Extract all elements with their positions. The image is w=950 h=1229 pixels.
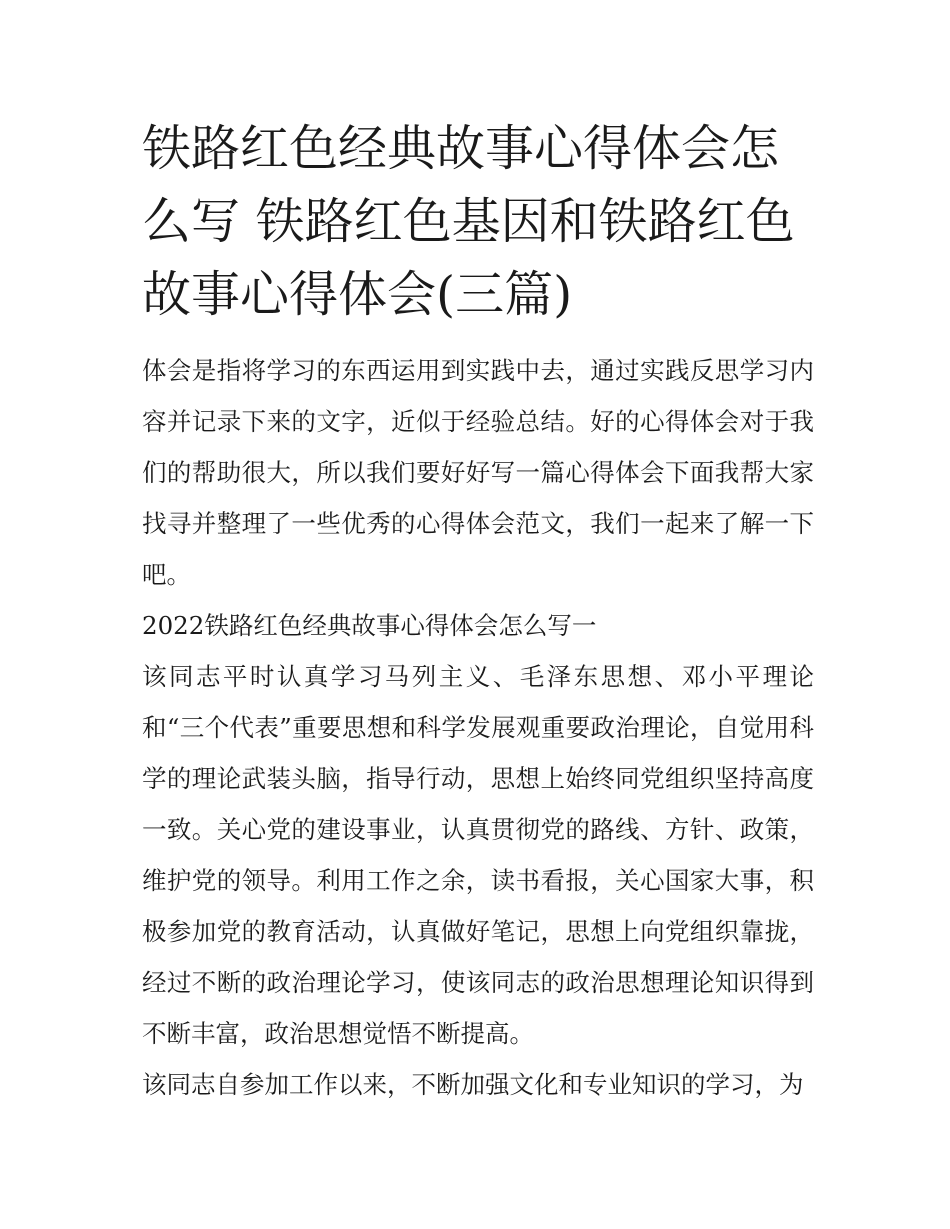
document-page (142, 112, 814, 1110)
section-heading: 2022铁路红色经典故事心得体会怎么写一 (142, 611, 597, 640)
document-title: 铁路红色经典故事心得体会怎么写 铁路红色基因和铁路红色故事心得体会(三篇) (142, 120, 795, 323)
body-paragraph-1: 该同志平时认真学习马列主义、毛泽东思想、邓小平理论和“三个代表”重要思想和科学发展观重要政治理论，自觉用科学的理论武装头脑，指导行动，思想上始终同党组织坚持高度一致。关心党的建设事业，认真贯彻党的路线、方针、政策，维护党的领导。利用工作之余，读书看报，关心国家大事，积极参加党的教育活动，认真做好笔记，思想上向党组织靠拢，经过不断的政治理论学习，使该同志的政治思想理论知识得到不断丰富，政治思想觉悟不断提高。 (142, 662, 814, 1048)
body-paragraph-2: 该同志自参加工作以来，不断加强文化和专业知识的学习，为 (142, 1070, 804, 1099)
intro-paragraph: 体会是指将学习的东西运用到实践中去，通过实践反思学习内容并记录下来的文字，近似于经验总结。好的心得体会对于我们的帮助很大，所以我们要好好写一篇心得体会下面我帮大家找寻并整理了一些优秀的心得体会范文，我们一起来了解一下吧。 (142, 356, 814, 589)
